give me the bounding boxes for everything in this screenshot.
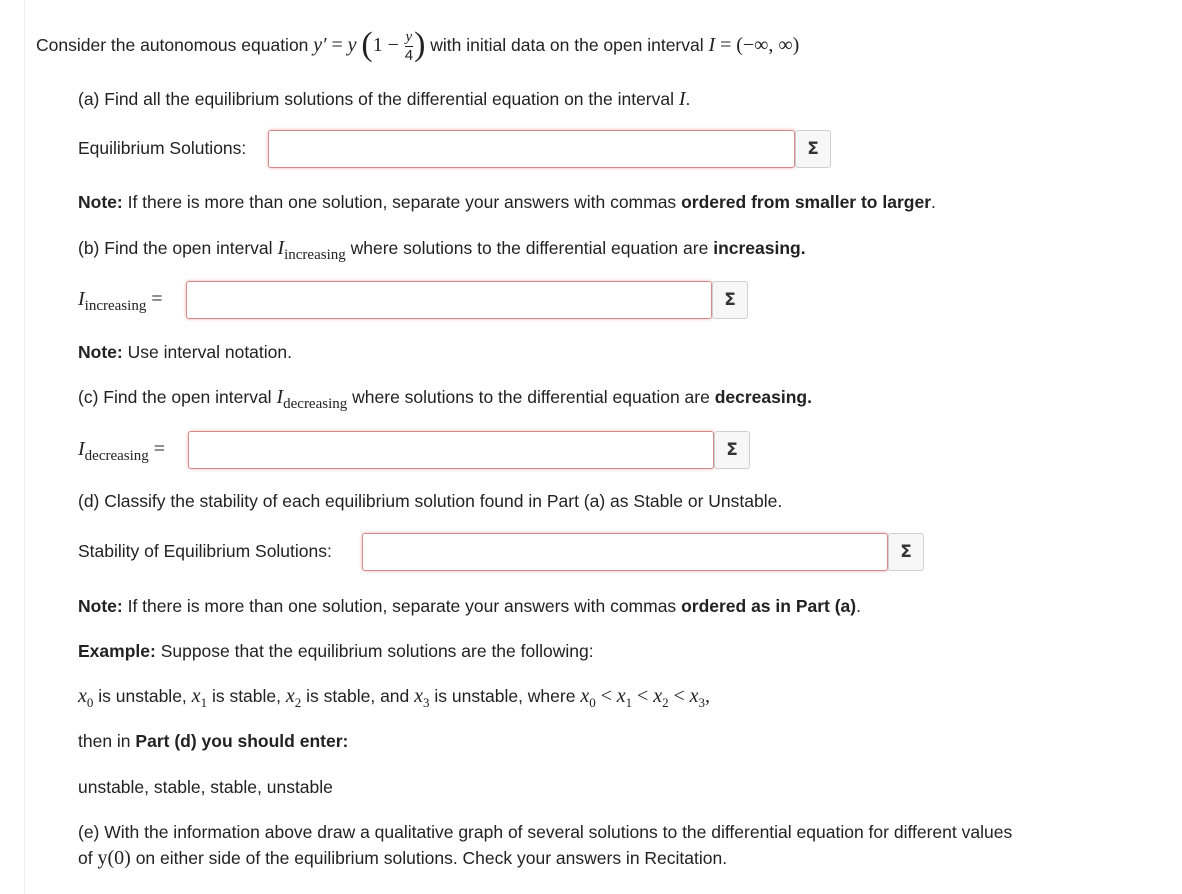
equilibrium-label: Equilibrium Solutions: xyxy=(78,138,247,158)
part-d-question: (d) Classify the stability of each equilibrium solution found in Part (a) as Stable or Unstable. xyxy=(78,491,783,511)
paren-open: ( xyxy=(361,25,373,63)
part-b-note: Note: Use interval notation. xyxy=(78,342,292,362)
intro-post: with initial data on the open interval xyxy=(430,35,704,56)
i-increasing-label: Iincreasing = xyxy=(78,288,163,314)
interval-var: I xyxy=(708,34,716,57)
stability-input[interactable] xyxy=(362,533,888,571)
increasing-interval-input[interactable] xyxy=(186,281,712,319)
part-e-line1: (e) With the information above draw a qualitative graph of several solutions to the differential equation for different values xyxy=(78,822,1013,842)
part-e-line2: of y(0) on either side of the equilibrium solutions. Check your answers in Recitation. xyxy=(78,847,728,869)
eq-minus: − xyxy=(387,34,399,57)
eq-one: 1 xyxy=(372,34,383,57)
part-a-note: Note: If there is more than one solution, separate your answers with commas ordered from smaller to larger. xyxy=(78,192,936,212)
y0-math: y(0) xyxy=(97,847,131,869)
then-line: then in Part (d) you should enter: xyxy=(78,731,349,751)
i-decreasing-label: Idecreasing = xyxy=(78,438,165,464)
decreasing-interval-input[interactable] xyxy=(188,431,714,469)
intro-text: Consider the autonomous equation xyxy=(36,35,309,56)
interval-value: (−∞, ∞) xyxy=(736,34,800,57)
frac-denominator: 4 xyxy=(404,47,414,64)
part-d-note: Note: If there is more than one solution, separate your answers with commas ordered as in Part (a). xyxy=(78,596,861,616)
equilibrium-input[interactable] xyxy=(268,130,795,168)
eq-fraction xyxy=(405,30,413,63)
part-b-question: (b) Find the open interval Iincreasing where solutions to the differential equation are increasing. xyxy=(78,237,806,263)
page-edge xyxy=(24,0,25,894)
eq-lhs: y′ xyxy=(313,34,327,57)
sigma-button-c[interactable]: Σ xyxy=(714,431,750,469)
example-stability-line: $x_0$ is unstable, $x_1$ is stable, $x_2$ is stable, and $x_3$ is unstable, where $x_0 < x_1 < x_2 < x_3$, xyxy=(78,685,710,710)
interval-eq: = xyxy=(720,34,732,57)
sigma-button-a[interactable]: Σ xyxy=(795,130,831,168)
sigma-button-b[interactable]: Σ xyxy=(712,281,748,319)
paren-close: ) xyxy=(414,25,426,63)
eq-y: y xyxy=(347,34,357,57)
part-a-question: (a) Find all the equilibrium solutions of the differential equation on the interval I. xyxy=(78,88,691,110)
example-line: Example: Suppose that the equilibrium solutions are the following: xyxy=(78,641,594,661)
example-answer: unstable, stable, stable, unstable xyxy=(78,777,333,797)
part-c-question: (c) Find the open interval Idecreasing where solutions to the differential equation are decreasing. xyxy=(78,386,812,412)
intro-line xyxy=(36,25,800,64)
sigma-button-d[interactable]: Σ xyxy=(888,533,924,571)
stability-label: Stability of Equilibrium Solutions: xyxy=(78,541,332,561)
eq-sign: = xyxy=(331,34,343,57)
frac-numerator: y xyxy=(405,29,413,45)
